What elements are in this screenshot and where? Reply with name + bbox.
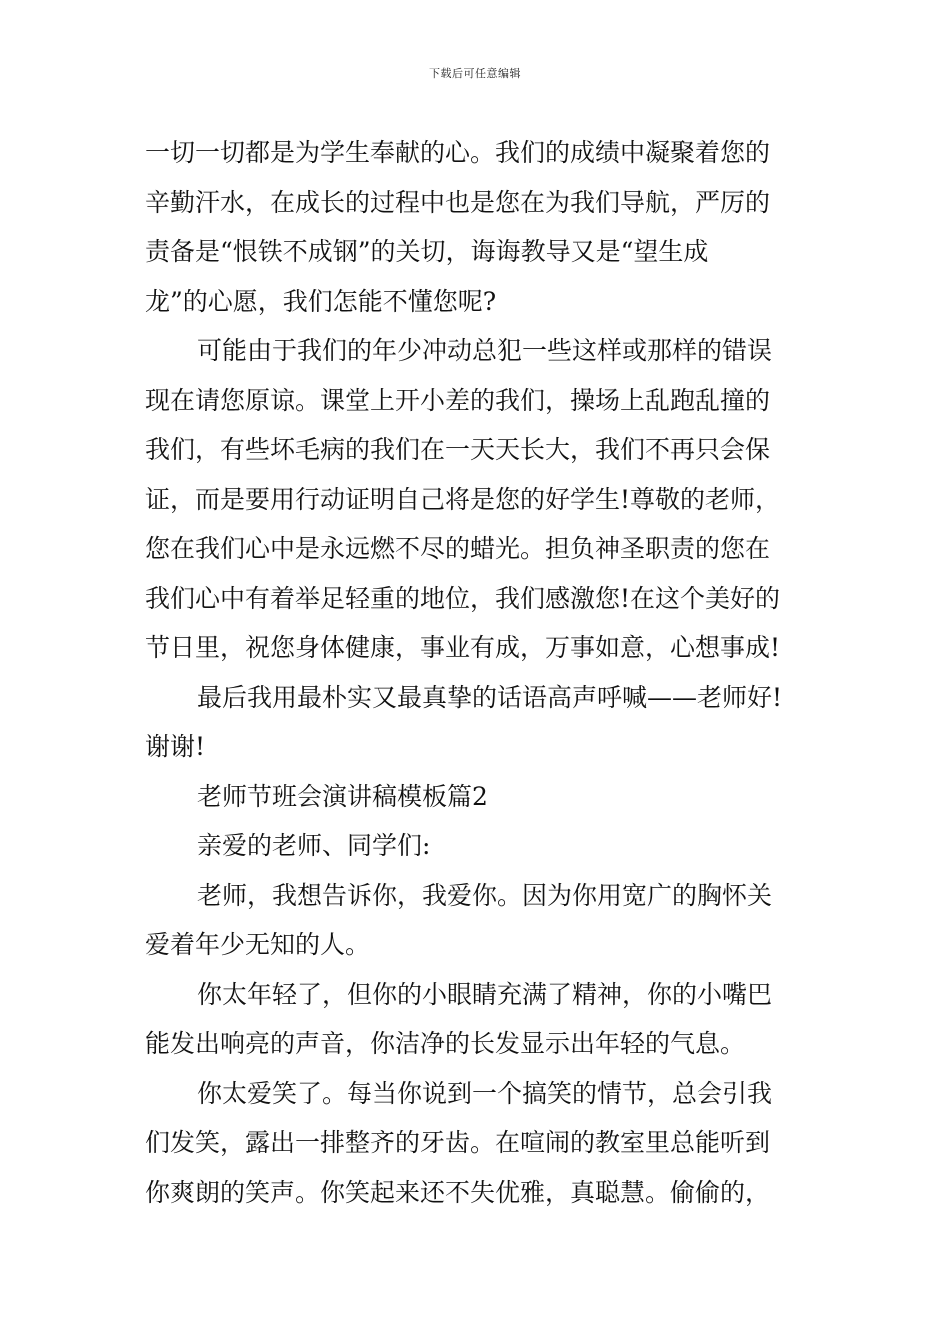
text-line: 们发笑，露出一排整齐的牙齿。在喧闹的教室里总能听到 [145, 1128, 771, 1157]
text-line: 老师，我想告诉你，我爱你。因为你用宽广的胸怀关 [197, 880, 773, 910]
text-line: 你太爱笑了。每当你说到一个搞笑的情节，总会引我 [197, 1078, 773, 1108]
text-line: 你太年轻了，但你的小眼睛充满了精神，你的小嘴巴 [197, 979, 773, 1009]
text-line: 能发出响亮的声音，你洁净的长发显示出年轻的气息。 [145, 1029, 746, 1058]
document-body [145, 128, 810, 1217]
text-line: 责备是“恨铁不成钢”的关切，诲诲教导又是“望生成 [145, 237, 709, 266]
text-line: 您在我们心中是永远燃不尽的蜡光。担负神圣职责的您在 [145, 534, 771, 563]
text-line: 龙”的心愿，我们怎能不懂您呢? [145, 286, 497, 316]
text-line: 现在请您原谅。课堂上开小差的我们，操场上乱跑乱撞的 [145, 385, 771, 415]
page-header: 下载后可任意编辑 [429, 67, 521, 80]
text-line: 我们，有些坏毛病的我们在一天天长大，我们不再只会保 [145, 435, 771, 464]
text-line: 爱着年少无知的人。 [145, 930, 371, 959]
text-line: 一切一切都是为学生奉献的心。我们的成绩中凝聚着您的 [145, 138, 771, 167]
salutation: 亲爱的老师、同学们: [197, 831, 431, 860]
section-heading: 老师节班会演讲稿模板篇2 [197, 781, 488, 811]
text-line: 你爽朗的笑声。你笑起来还不失优雅，真聪慧。偷偷的， [145, 1177, 771, 1207]
text-line: 我们心中有着举足轻重的地位，我们感激您!在这个美好的 [145, 583, 781, 613]
text-line: 最后我用最朴实又最真挚的话语高声呼喊——老师好! [197, 682, 783, 712]
text-line: 可能由于我们的年少冲动总犯一些这样或那样的错误 [197, 336, 773, 365]
text-line: 谢谢! [145, 732, 206, 761]
text-line: 节日里，祝您身体健康，事业有成，万事如意，心想事成! [145, 633, 781, 662]
text-line: 证，而是要用行动证明自己将是您的好学生!尊敬的老师， [145, 484, 781, 514]
text-line: 辛勤汗水，在成长的过程中也是您在为我们导航，严厉的 [145, 187, 771, 217]
